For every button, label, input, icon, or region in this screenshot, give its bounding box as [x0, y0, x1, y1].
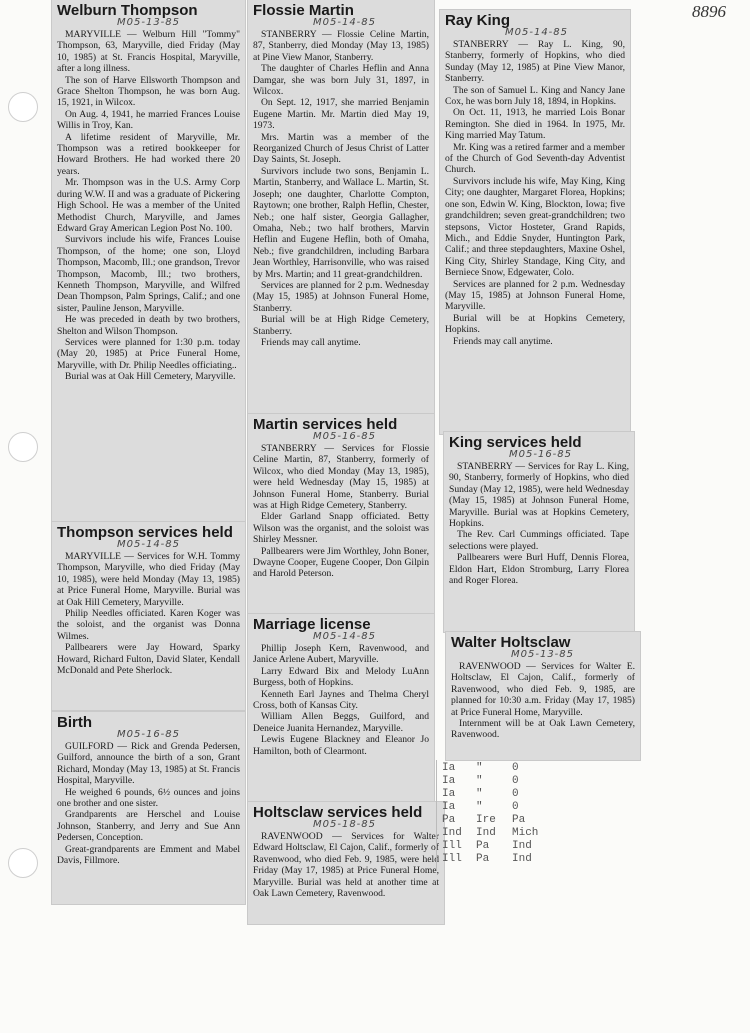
- ledger-cell: 0: [512, 762, 519, 774]
- ledger-row: [442, 788, 582, 801]
- clip-walter-holtsclaw: [446, 632, 640, 760]
- clip-paragraph: STANBERRY — Flossie Celine Martin, 87, Stanberry, died Monday (May 13, 1985) at Pine View Manor, Stanberry.: [253, 29, 429, 63]
- clip-paragraph: Kenneth Earl Jaynes and Thelma Cheryl Cross, both of Kansas City.: [253, 688, 429, 712]
- clip-headline: Walter Holtsclaw: [451, 634, 571, 651]
- ledger-cell: Ia: [442, 788, 456, 800]
- clip-paragraph: Grandparents are Herschel and Louise Johnson, Stanberry, and Jerry and Sue Ann Pedersen, Conception.: [57, 809, 240, 844]
- ledger-cell: Mich: [512, 827, 539, 839]
- clip-paragraph: Larry Edward Bix and Melody LuAnn Burgess, both of Hopkins.: [253, 665, 429, 689]
- clip-headline: Thompson services held: [57, 524, 233, 541]
- clip-holtsclaw-services-held: [248, 802, 444, 924]
- ledger-row: [442, 762, 582, 775]
- clip-paragraph: Mrs. Martin was a member of the Reorganized Church of Jesus Christ of Latter Day Saints, St. Joseph.: [253, 131, 429, 166]
- clip-headline: Welburn Thompson: [57, 2, 198, 19]
- clip-handwritten-date: M05-14-85: [313, 17, 377, 28]
- ledger-cell: Ire: [476, 814, 496, 826]
- clip-paragraph: Survivors include his wife, Frances Louise Thompson, of the home; one son, Lloyd Thompson, Macomb, Ill.; one grandson, Trevor Thompson, Macomb, Ill.; two brothers, Kenneth Thompson, Maryville, and Wilfred Dean Thompson, Palm Springs, Calif.; and one sister, Pauline Jenson, Maryville.: [57, 234, 240, 314]
- clip-paragraph: Pallbearers were Burl Huff, Dennis Florea, Eldon Hart, Eldon Stromburg, Larry Florea and Roger Florea.: [449, 552, 629, 587]
- clip-headline: Ray King: [445, 12, 511, 29]
- clip-paragraph: He weighed 6 pounds, 6½ ounces and joins one brother and one sister.: [57, 786, 240, 810]
- punch-hole: [8, 848, 38, 878]
- clip-paragraph: On Aug. 4, 1941, he married Frances Louise Willis in Troy, Kan.: [57, 108, 240, 132]
- clip-paragraph: Burial will be at High Ridge Cemetery, Stanberry.: [253, 314, 429, 337]
- clip-paragraph: Services are planned for 2 p.m. Wednesday (May 15, 1985) at Johnson Funeral Home, Maryville.: [445, 278, 625, 313]
- ledger-cell: 0: [512, 775, 519, 787]
- clip-headline: Marriage license: [253, 616, 371, 633]
- clip-paragraph: Elder Garland Snapp officiated. Betty Wilson was the organist, and the soloist was Shirley Messner.: [253, 511, 429, 546]
- ledger-cell: Ind: [476, 827, 496, 839]
- clip-paragraph: MARYVILLE — Services for W.H. Tommy Thompson, Maryville, who died Friday (May 10, 1985), were held Monday (May 13, 1985) at Price Funeral Home, Maryville. Burial was at Oak Hill Cemetery, Maryville.: [57, 551, 240, 608]
- ledger-cell: Ia: [442, 801, 456, 813]
- clip-paragraph: MARYVILLE — Welburn Hill "Tommy" Thompson, 63, Maryville, died Friday (May 10, 1985) at St. Francis Hospital, Maryville, after a long illness.: [57, 29, 240, 75]
- ledger-row: [442, 840, 582, 853]
- clip-paragraph: RAVENWOOD — Services for Walter E. Holtsclaw, El Cajon, Calif., formerly of Ravenwood, who died Feb. 9, 1985, are planned for 10:30 a.m. Friday (May 17, 1985) at Price Funeral Home, Maryville.: [451, 661, 635, 718]
- ledger-cell: Ind: [512, 853, 532, 865]
- ledger-cell: Pa: [476, 853, 490, 865]
- clip-paragraph: STANBERRY — Services for Flossie Celine Martin, 87, Stanberry, formerly of Wilcox, who died Monday (May 13, 1985), were held Wednesday (May 15, 1985) at Johnson Funeral Home, Stanberry. Burial was at High Ridge Cemetery, Stanberry.: [253, 443, 429, 512]
- punch-hole: [8, 92, 38, 122]
- ledger-table: [442, 762, 582, 866]
- clip-handwritten-date: M05-14-85: [505, 27, 569, 38]
- clip-paragraph: Phillip Joseph Kern, Ravenwood, and Janice Arlene Aubert, Maryville.: [253, 643, 429, 666]
- clip-paragraph: William Allen Beggs, Guilford, and Deneice Juanita Hernandez, Maryville.: [253, 711, 429, 734]
- ledger-cell: ": [476, 801, 483, 813]
- clip-flossie-martin: [248, 0, 434, 414]
- clip-paragraph: Survivors include two sons, Benjamin L. Martin, Stanberry, and Wallace L. Martin, St. Joseph; one daughter, Charlotte Compton, Raytown; one brother, Ralph Heflin, Chester, Neb.; one half sister, Georgia Gallagher, Omaha, Neb.; two half brothers, Marvin Heflin and Eugene Heflin, both of Omaha, Neb.; five grandchildren, including Barbara Jean Worthley, Harrisonville, who was raised by Mrs. Martin; and 11 great-grandchildren.: [253, 165, 429, 280]
- clip-paragraph: Mr. Thompson was in the U.S. Army Corp during W.W. II and was a graduate of Pickering High School. He was a member of the United Methodist Church, Maryville, and James Edward Gray American Legion Post No. 100.: [57, 177, 240, 234]
- clip-paragraph: RAVENWOOD — Services for Walter Edward Holtsclaw, El Cajon, Calif., formerly of Ravenwood, who died Feb. 9, 1985, were held Friday (May 17, 1985) at Price Funeral Home, Maryville. Burial was held at another time at Oak Lawn Cemetery, Ravenwood.: [253, 831, 439, 900]
- clip-marriage-license: [248, 614, 434, 802]
- clip-handwritten-date: M05-16-85: [117, 729, 181, 740]
- clip-martin-services-held: [248, 414, 434, 614]
- clip-paragraph: Mr. King was a retired farmer and a member of the Church of God Seventh-day Adventist Church.: [445, 141, 625, 176]
- clip-handwritten-date: M05-16-85: [313, 431, 377, 442]
- ledger-cell: Ill: [442, 840, 462, 852]
- clip-paragraph: Pallbearers were Jay Howard, Sparky Howard, Richard Fulton, David Slater, Kendall McDonald and Pete Sherlock.: [57, 642, 240, 677]
- ledger-cell: 0: [512, 801, 519, 813]
- clip-paragraph: Survivors include his wife, May King, King City; one daughter, Margaret Florea, Hopkins; one son, Edwin W. King, Blockton, Iowa; five grandchildren; seven great-grandchildren; two stepsons, Victor Hosteter, Grand Rapids, Mich., and Eddie Snyder, Huntington Park, Calif.; and three stepdaughters, Maxine Oshel, King City, Shirley Standage, King City, and Berniece Snow, Edgewater, Colo.: [445, 175, 625, 279]
- clip-headline: Birth: [57, 714, 92, 731]
- clip-paragraph: STANBERRY — Ray L. King, 90, Stanberry, formerly of Hopkins, who died Sunday (May 12, 1985) at Pine View Manor, Stanberry.: [445, 39, 625, 85]
- ledger-row: [442, 853, 582, 866]
- clip-headline: Holtsclaw services held: [253, 804, 423, 821]
- clip-handwritten-date: M05-18-85: [313, 819, 377, 830]
- ledger-cell: Pa: [476, 840, 490, 852]
- clip-king-services-held: [444, 432, 634, 632]
- clip-headline: Martin services held: [253, 416, 398, 433]
- ledger-cell: Ia: [442, 762, 456, 774]
- clip-ray-king: [440, 10, 630, 434]
- clip-paragraph: On Sept. 12, 1917, she married Benjamin Eugene Martin. Mr. Martin died May 19, 1973.: [253, 97, 429, 132]
- ledger-cell: Ind: [442, 827, 462, 839]
- ledger-cell: Pa: [442, 814, 456, 826]
- ledger-cell: Ind: [512, 840, 532, 852]
- ledger-cell: Pa: [512, 814, 526, 826]
- clip-paragraph: The daughter of Charles Heflin and Anna Damgar, she was born July 31, 1897, in Wilcox.: [253, 63, 429, 98]
- clip-paragraph: STANBERRY — Services for Ray L. King, 90, Stanberry, formerly of Hopkins, who died Sunday (May 12, 1985), were held Wednesday (May 15, 1985) at Johnson Funeral Home, Maryville. Burial was at Hopkins Cemetery, Hopkins.: [449, 461, 629, 530]
- clip-paragraph: Burial will be at Hopkins Cemetery, Hopkins.: [445, 312, 625, 336]
- clip-paragraph: Philip Needles officiated. Karen Koger was the soloist, and the organist was Donna Wilmes.: [57, 608, 240, 642]
- clip-paragraph: On Oct. 11, 1913, he married Lois Bonar Remington. She died in 1964. In 1975, Mr. King married May Tatum.: [445, 107, 625, 142]
- clip-handwritten-date: M05-16-85: [509, 449, 573, 460]
- ledger-cell: Ia: [442, 775, 456, 787]
- clip-paragraph: The son of Harve Ellsworth Thompson and Grace Shelton Thompson, he was born Aug. 15, 1921, in Wilcox.: [57, 74, 240, 109]
- clip-paragraph: Lewis Eugene Blackney and Eleanor Jo Hamilton, both of Clearmont.: [253, 734, 429, 757]
- ledger-cell: 0: [512, 788, 519, 800]
- clip-headline: Flossie Martin: [253, 2, 354, 19]
- punch-hole: [8, 432, 38, 462]
- ledger-row: [442, 775, 582, 788]
- page-number: 8896: [692, 2, 726, 21]
- clip-paragraph: Friends may call anytime.: [453, 335, 553, 347]
- clip-paragraph: Pallbearers were Jim Worthley, John Boner, Dwayne Cooper, Eugene Cooper, Don Gilpin and Harold Peterson.: [253, 545, 429, 580]
- clip-paragraph: The Rev. Carl Cummings officiated. Tape selections were played.: [449, 529, 629, 552]
- clip-paragraph: Internment will be at Oak Lawn Cemetery, Ravenwood.: [451, 718, 635, 741]
- clip-paragraph: Friends may call anytime.: [261, 336, 361, 348]
- ledger-row: [442, 827, 582, 840]
- clip-paragraph: Services are planned for 2 p.m. Wednesday (May 15, 1985) at Johnson Funeral Home, Stanberry.: [253, 279, 429, 314]
- ledger-cell: ": [476, 762, 483, 774]
- clip-handwritten-date: M05-13-85: [511, 649, 575, 660]
- clip-paragraph: Burial was at Oak Hill Cemetery, Maryville.: [65, 371, 236, 383]
- ledger-cell: ": [476, 788, 483, 800]
- clip-paragraph: Great-grandparents are Emment and Mabel Davis, Fillmore.: [57, 843, 240, 867]
- clip-headline: King services held: [449, 434, 582, 451]
- clip-paragraph: The son of Samuel L. King and Nancy Jane Cox, he was born July 18, 1894, in Hopkins.: [445, 84, 625, 108]
- clip-paragraph: GUILFORD — Rick and Grenda Pedersen, Guilford, announce the birth of a son, Grant Richard, Monday (May 13, 1985) at St. Francis Hospital, Maryville.: [57, 741, 240, 787]
- clip-handwritten-date: M05-14-85: [313, 631, 377, 642]
- clip-handwritten-date: M05-13-85: [117, 17, 181, 28]
- clip-handwritten-date: M05-14-85: [117, 539, 181, 550]
- ledger-row: [442, 814, 582, 827]
- clip-welburn-thompson: [52, 0, 245, 522]
- ledger-row: [442, 801, 582, 814]
- clip-paragraph: A lifetime resident of Maryville, Mr. Thompson was a retired bookkeeper for Howard Brothers. He had worked there 20 years.: [57, 131, 240, 177]
- clip-birth: [52, 712, 245, 904]
- clip-paragraph: Services were planned for 1:30 p.m. today (May 20, 1985) at Price Funeral Home, Maryville, with Dr. Philip Needles officiating..: [57, 336, 240, 371]
- clip-paragraph: He was preceded in death by two brothers, Shelton and Wilson Thompson.: [57, 314, 240, 337]
- clip-thompson-services-held: [52, 522, 245, 710]
- ledger-cell: ": [476, 775, 483, 787]
- ledger-cell: Ill: [442, 853, 462, 865]
